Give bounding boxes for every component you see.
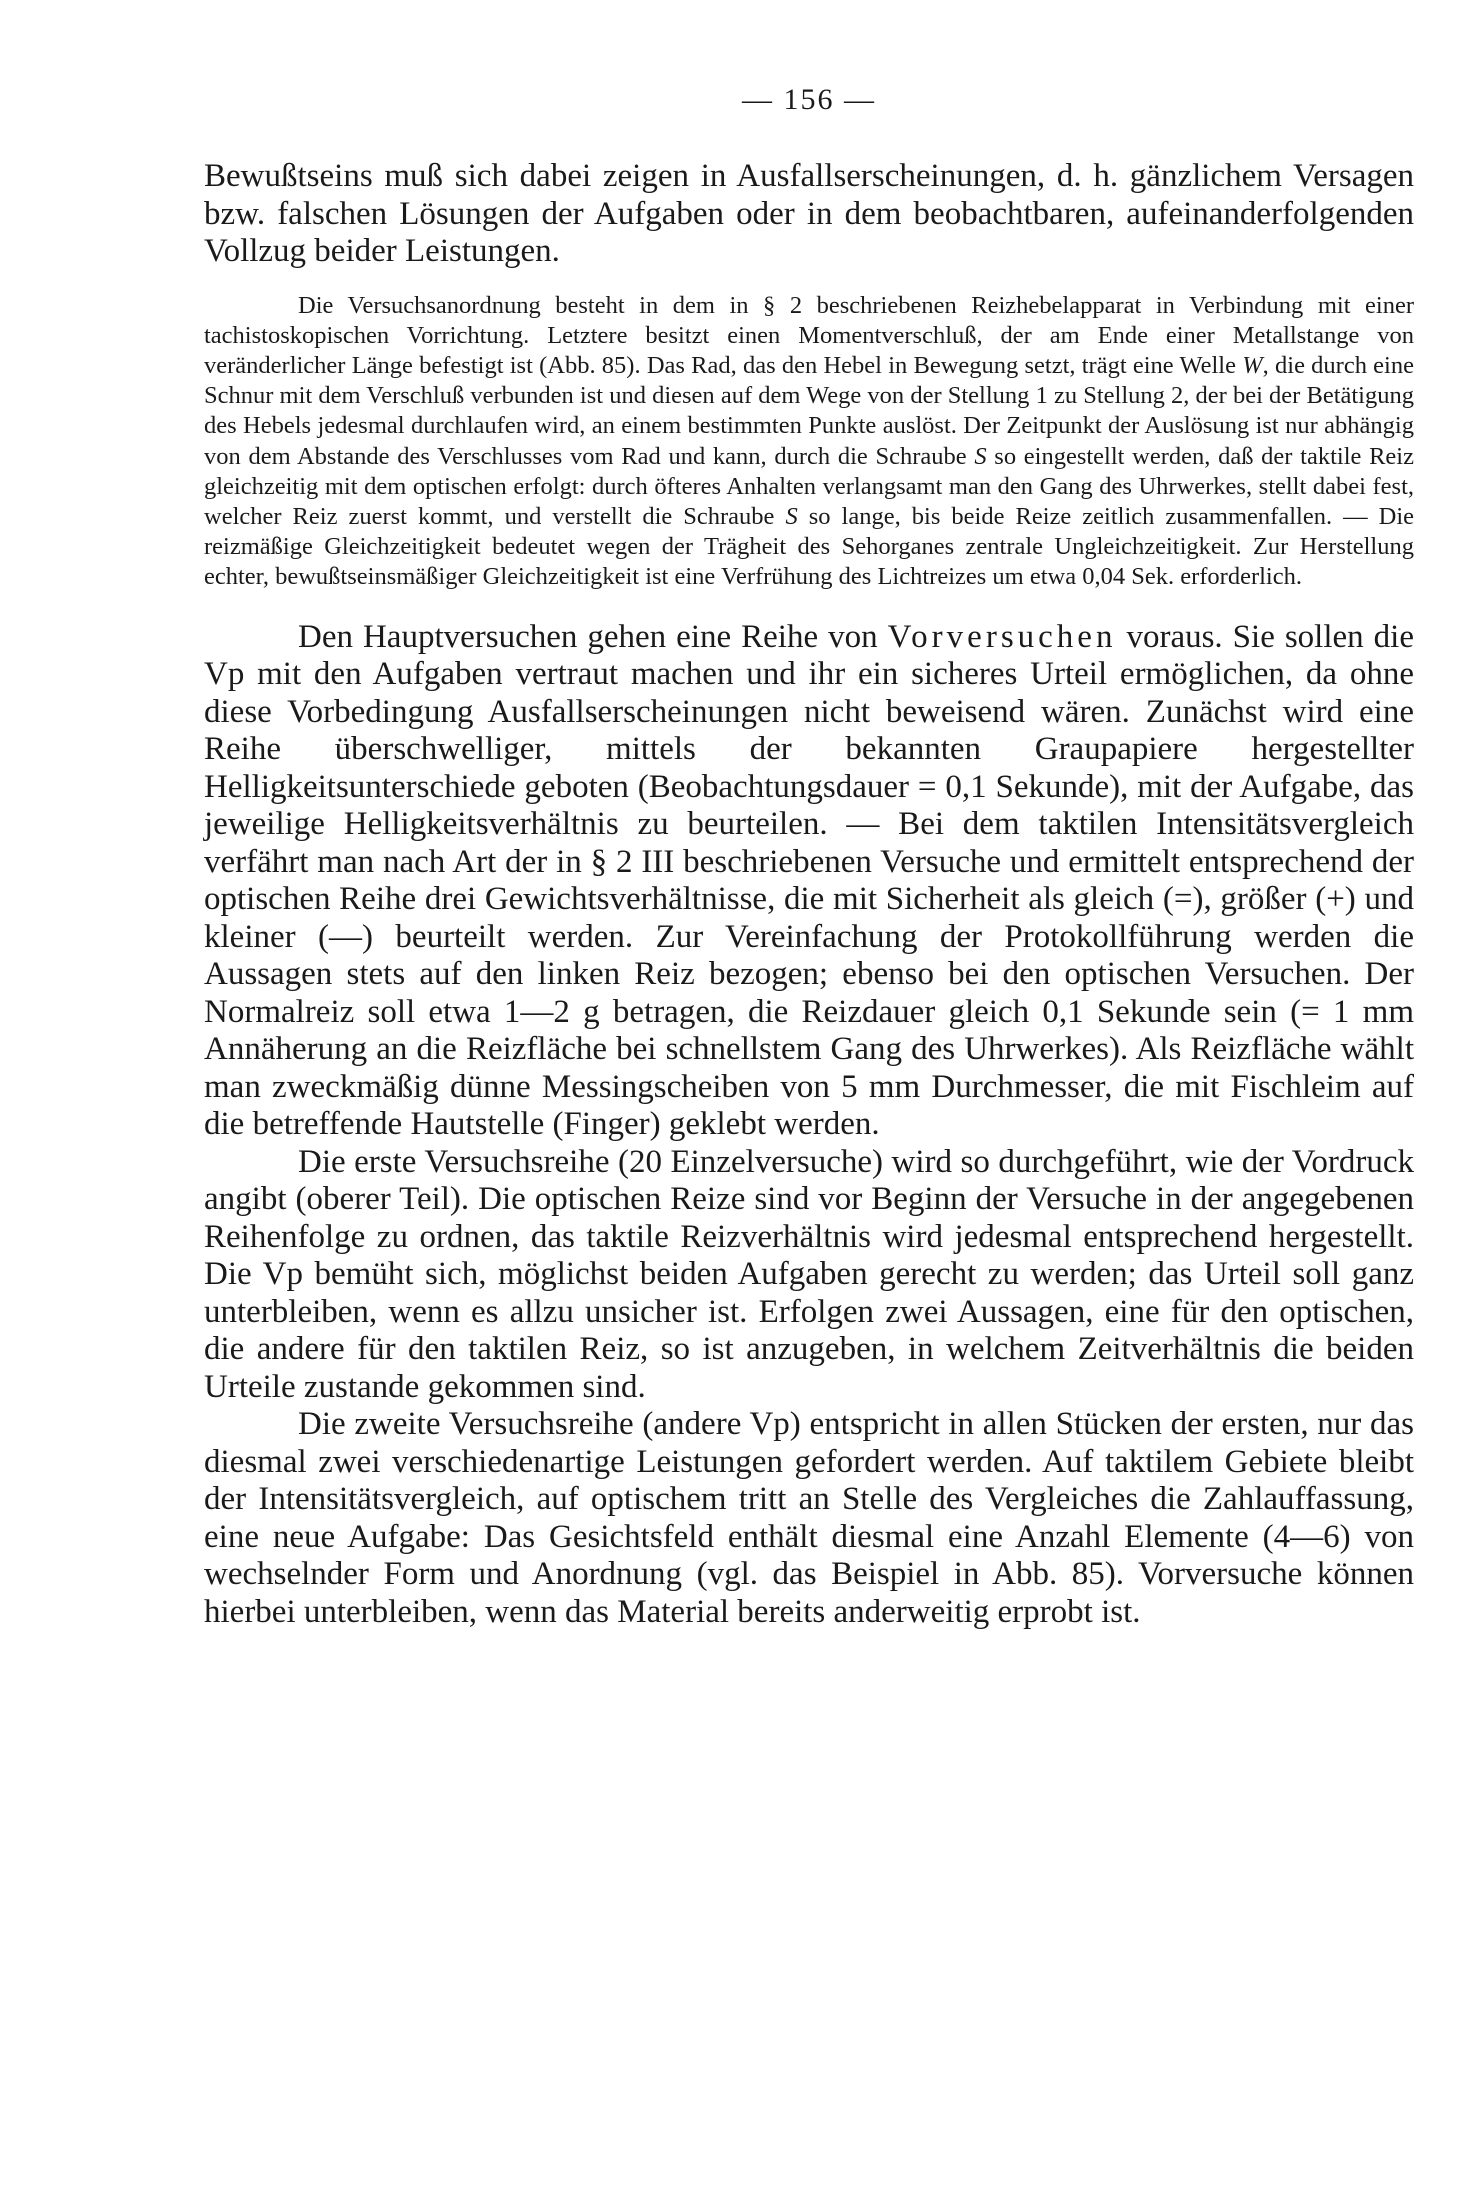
paragraph-4-erste-versuchsreihe <box>204 1144 1414 1407</box>
symbol-w: W <box>1242 351 1263 379</box>
emphasis-vorversuchen: Vorversuchen <box>887 618 1117 655</box>
paragraph-text: Den Hauptversuchen gehen eine Reihe von <box>298 618 888 655</box>
paragraph-1 <box>204 158 1414 271</box>
paragraph-text: so eingestellt werden, daß der taktile Reiz gleichzeitig mit dem optischen erfolgt: durch öfteres Anhalten verlangsamt man den Gang des Uhrwerkes, stellt dabei fest, welcher Reiz zuerst kommt, und verstellt die Schraube <box>204 442 1414 530</box>
paragraph-3-vorversuche <box>204 619 1414 1144</box>
symbol-s: S <box>974 442 987 470</box>
paragraph-text: Die erste Versuchsreihe (20 Einzelversuche) wird so durchgeführt, wie der Vordruck angibt (oberer Teil). Die optischen Reize sind vor Beginn der Versuche in der angegebenen Reihenfolge zu ordnen, das taktile Reizverhältnis wird jedesmal entsprechend hergestellt. Die Vp bemüht sich, möglichst beiden Aufgaben gerecht zu werden; das Urteil soll ganz unterbleiben, wenn es allzu unsicher ist. Erfolgen zwei Aussagen, eine für den optischen, die andere für den taktilen Reiz, so ist anzugeben, in welchem Zeitverhältnis die beiden Urteile zustande gekommen sind. <box>204 1143 1414 1405</box>
paragraph-text: Bewußtseins muß sich dabei zeigen in Ausfallserscheinungen, d. h. gänzlichem Versagen bzw. falschen Lösungen der Aufgaben oder in dem beobachtbaren, aufeinanderfolgenden Vollzug beider Leistungen. <box>204 158 1414 269</box>
paragraph-text: so lange, bis beide Reize zeitlich zusammenfallen. — Die reizmäßige Gleichzeitigkeit bedeutet wegen der Trägheit des Sehorganes zentrale Ungleichzeitigkeit. Zur Herstellung echter, bewußtseinsmäßiger Gleichzeitigkeit ist eine Verfrühung des Lichtreizes um etwa 0,04 Sek. erforderlich. <box>204 502 1414 591</box>
paragraph-text: Die zweite Versuchsreihe (andere Vp) entspricht in allen Stücken der ersten, nur das diesmal zwei verschiedenartige Leistungen gefordert werden. Auf taktilem Gebiete bleibt der Intensitätsvergleich, auf optischem tritt an Stelle des Vergleiches die Zahlauffassung, eine neue Aufgabe: Das Gesichtsfeld enthält diesmal eine Anzahl Elemente (4—6) von wechselnder Form und Anordnung (vgl. das Beispiel in Abb. 85). Vorversuche können hierbei unterbleiben, wenn das Material bereits anderweitig erprobt ist. <box>204 1406 1414 1630</box>
book-page <box>204 82 1414 1631</box>
paragraph-2-apparatus-note <box>204 291 1414 593</box>
page-number: — 156 — <box>742 83 876 116</box>
paragraph-text: , die durch eine Schnur mit dem Verschluß verbunden ist und diesen auf dem Wege von der Stellung 1 zu Stellung 2, der bei der Betätigung des Hebels jedesmal durchlaufen wird, an einem bestimmten Punkte auslöst. Der Zeitpunkt der Auslösung ist nur abhängig von dem Abstande des Verschlusses vom Rad und kann, durch die Schraube <box>204 351 1414 470</box>
paragraph-text: Die Versuchsanordnung besteht in dem in § 2 beschriebenen Reizhebelapparat in Verbindung mit einer tachistoskopischen Vorrichtung. Letztere besitzt einen Momentverschluß, der am Ende einer Metallstange von veränderlicher Länge befestigt ist (Abb. 85). Das Rad, das den Hebel in Bewegung setzt, trägt eine Welle <box>204 291 1414 379</box>
paragraph-5-zweite-versuchsreihe <box>204 1406 1414 1631</box>
paragraph-text: voraus. Sie sollen die Vp mit den Aufgaben vertraut machen und ihr ein sicheres Urteil ermöglichen, da ohne diese Vorbedingung Ausfallserscheinungen nicht beweisend wären. Zunächst wird eine Reihe überschwelliger, mittels der bekannten Graupapiere hergestellter Helligkeitsunterschiede geboten (Beobachtungsdauer = 0,1 Sekunde), mit der Aufgabe, das jeweilige Helligkeitsverhältnis zu beurteilen. — Bei dem taktilen Intensitätsvergleich verfährt man nach Art der in § 2 III beschriebenen Versuche und ermittelt entsprechend der optischen Reihe drei Gewichtsverhältnisse, die mit Sicherheit als gleich (=), größer (+) und kleiner (—) beurteilt werden. Zur Vereinfachung der Protokollführung werden die Aussagen stets auf den linken Reiz bezogen; ebenso bei den optischen Versuchen. Der Normalreiz soll etwa 1—2 g betragen, die Reizdauer gleich 0,1 Sekunde sein (= 1 mm Annäherung an die Reizfläche bei schnellstem Gang des Uhrwerkes). Als Reizfläche wählt man zweckmäßig dünne Messingscheiben von 5 mm Durchmesser, die mit Fischleim auf die betreffende Hautstelle (Finger) geklebt werden. <box>204 618 1414 1143</box>
symbol-s: S <box>785 502 798 530</box>
